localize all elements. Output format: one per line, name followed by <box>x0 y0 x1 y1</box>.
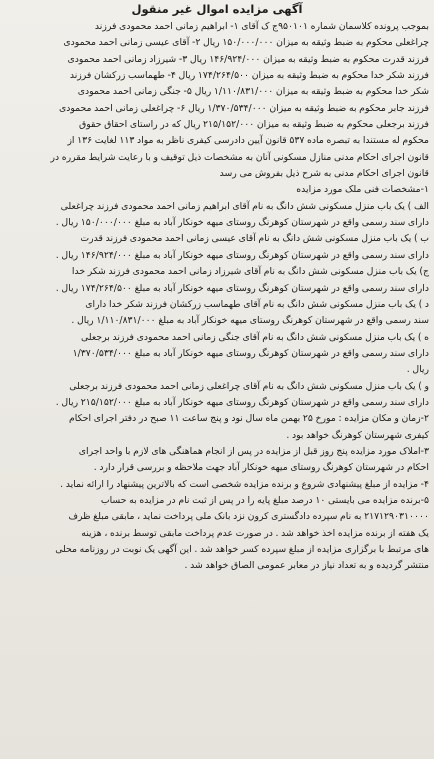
notice-line: های مرتبط با برگزاری مزایده از مبلغ سپرده کسر خواهد شد . این آگهی یک نوبت در روزنامه محلی <box>55 544 429 555</box>
notice-line: ۵-برنده مزایده می بایستی ۱۰ درصد مبلغ پایه را در پس از ثبت نام در مزایده به حساب <box>100 494 429 506</box>
notice-line: ۲-زمان و مکان مزایده : مورخ ۲۵ بهمن ماه سال نود و پنج ساعت ۱۱ صبح در دفتر اجرای احکام <box>69 413 429 425</box>
notice-line: ۲۱۷۱۲۹۰۳۱۰۰۰۰ به نام سپرده دادگستری کرون نزد بانک ملی پرداخت نماید ، مابقی مبلغ ظرف <box>68 511 429 523</box>
notice-line: ۴- مزایده از مبلغ پیشنهادی شروع و برنده مزایده شخصی است که بالاترین پیشنهاد را ارائه نماید . <box>60 478 429 490</box>
notice-line: ه ) یک باب منزل مسکونی شش دانگ به نام آقای جنگی زمانی احمد محمودی فرزند برجعلی <box>81 331 429 343</box>
notice-line: ریال . <box>406 364 429 376</box>
notice-line: ۱-مشخصات فنی ملک مورد مزایده <box>296 184 429 196</box>
notice-line: احکام در شهرستان کوهرنگ روستای میهه خونکار آباد جهت ملاحظه و بررسی قرار دارد . <box>93 462 429 474</box>
notice-line: دارای سند رسمی واقع در شهرستان کوهرنگ روستای میهه خونکار آباد به مبلغ ۱۴۶/۹۲۴/۰۰۰ ریال . <box>55 249 429 261</box>
notice-line: سند رسمی واقع در شهرستان کوهرنگ روستای میهه خونکار آباد به مبلغ ۱/۱۱۰/۸۳۱/۰۰۰ ریال . <box>71 315 429 327</box>
notice-line: ج) یک باب منزل مسکونی شش دانگ به نام آقای شیرزاد زمانی احمد محمودی فرزند شکر خدا <box>71 266 429 278</box>
notice-line: دارای سند رسمی واقع در شهرستان کوهرنگ روستای میهه خونکار آباد به مبلغ ۱۵۰/۰۰۰/۰۰۰ ریال . <box>55 217 429 229</box>
notice-line: کیفری شهرستان کوهرنگ خواهد بود . <box>286 429 429 441</box>
notice-line: محکوم له مستندا به تبصره ماده ۵۳۷ قانون آیین دادرسی کیفری ناظر به مواد ۱۱۳ لغایت ۱۳۶ از <box>67 135 429 147</box>
notice-line: و ) یک باب منزل مسکونی شش دانگ به نام آقای چراغعلی زمانی احمد محمودی فرزند برجعلی <box>69 380 429 392</box>
notice-line: بموجب پرونده کلاسمان شماره ۹۵۰۱۰۱ج ک آقای ۱- ابراهیم زمانی احمد محمودی فرزند <box>94 21 429 32</box>
notice-line: دارای سند رسمی واقع در شهرستان کوهرنگ روستای میهه خونکار آباد به مبلغ ۲۱۵/۱۵۲/۰۰۰ ریال . <box>55 396 429 408</box>
notice-line: دارای سند رسمی واقع در شهرستان کوهرنگ روستای میهه خونکار آباد به مبلغ ۱۷۴/۲۶۴/۵۰۰ ریال . <box>55 282 429 294</box>
notice-line: ب ) یک باب منزل مسکونی شش دانگ به نام آقای عیسی زمانی احمد محمودی فرزند قدرت <box>80 233 429 245</box>
notice-line: فرزند قدرت محکوم به ضبط وثیقه به میزان ۱۴۶/۹۲۴/۰۰۰ ریال ۳- شیرزاد زمانی احمد محمودی <box>67 53 429 65</box>
notice-line: فرزند برجعلی محکوم به ضبط وثیقه به میزان ۲۱۵/۱۵۲/۰۰۰ ریال که در راستای احقاق حقوق <box>79 119 429 131</box>
notice-body <box>5 19 429 575</box>
notice-line: قانون اجرای احکام مدنی به شرح ذیل بفروش می رسد <box>219 168 429 180</box>
notice-line: چراغعلی محکوم به ضبط وثیقه به میزان ۱۵۰/۰۰۰/۰۰۰ ریال ۲- آقای عیسی زمانی احمد محمودی <box>63 37 429 49</box>
notice-line: د ) یک باب منزل مسکونی شش دانگ به نام آقای طهماسب زرکشان فرزند شکر خدا دارای <box>85 298 429 310</box>
notice-line: الف ) یک باب منزل مسکونی شش دانگ به نام آقای ابراهیم زمانی احمد محمودی فرزند چراغعلی <box>60 200 429 212</box>
notice-line: یک هفته از برنده مزایده اخذ خواهد شد . در صورت عدم پرداخت مابقی توسط برنده ، هزینه <box>81 527 429 539</box>
notice-title: آگهی مزایده اموال غیر منقول <box>131 2 303 16</box>
notice-line: شکر خدا محکوم به ضبط وثیقه به میزان ۱/۱۱۰/۸۳۱/۰۰۰ ریال ۵- جنگی زمانی احمد محمودی <box>77 86 429 98</box>
notice-line: فرزند جابر محکوم به ضبط وثیقه به میزان ۱/۳۷۰/۵۳۴/۰۰۰ ریال ۶- چراغعلی زمانی احمد محمودی <box>58 102 429 114</box>
notice-line: منتشر گردیده و به تعداد نیاز در معابر عمومی الصاق خواهد شد . <box>184 560 429 572</box>
notice-line: فرزند شکر خدا محکوم به ضبط وثیقه به میزان ۱۷۴/۲۶۴/۵۰۰ ریال ۴- طهماسب زرکشان فرزند <box>69 70 429 82</box>
notice-line: دارای سند رسمی واقع در شهرستان کوهرنگ روستای میهه خونکار آباد به مبلغ ۱/۳۷۰/۵۳۴/۰۰۰ <box>72 347 429 359</box>
notice-line: قانون اجرای احکام مدنی منازل مسکونی آنان به مشخصات ذیل توقیف و با رعایت شرایط مقرره در <box>50 151 429 163</box>
notice-line: ۳-املاک مورد مزایده پنج روز قبل از مزایده در پس از انجام هماهنگی های لازم با واحد اجرای <box>78 445 429 457</box>
